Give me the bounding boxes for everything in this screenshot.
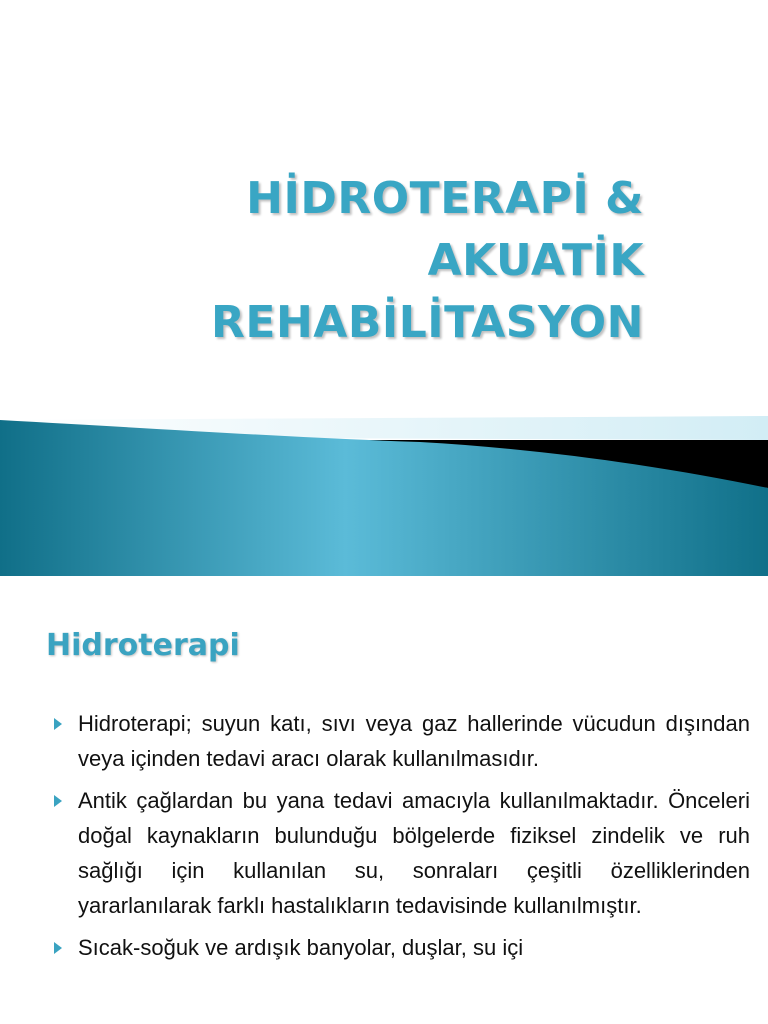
list-item bbox=[54, 706, 750, 776]
decorative-wave-band bbox=[0, 400, 768, 576]
triangle-bullet-icon bbox=[54, 795, 62, 807]
bullet-list bbox=[54, 706, 750, 972]
title-line-1: HİDROTERAPİ & AKUATİK bbox=[246, 173, 644, 286]
section-heading: Hidroterapi bbox=[46, 628, 240, 663]
triangle-bullet-icon bbox=[54, 942, 62, 954]
slide-title bbox=[60, 168, 708, 354]
list-item bbox=[54, 930, 750, 965]
bullet-text: Sıcak-soğuk ve ardışık banyolar, duşlar, su içi bbox=[78, 935, 524, 960]
bullet-text: Antik çağlardan bu yana tedavi amacıyla kullanılmaktadır. Önceleri doğal kaynakların bulunduğu bölgelerde fiziksel zindelik ve ruh sağlığı için kullanılan su, sonraları çeşitli özelliklerinden yararlanılarak farklı hastalıkların tedavisinde kullanılmıştır. bbox=[78, 788, 750, 918]
bullet-text: Hidroterapi; suyun katı, sıvı veya gaz hallerinde vücudun dışından veya içinden tedavi aracı olarak kullanılmasıdır. bbox=[78, 711, 750, 771]
title-line-2: REHABİLİTASYON bbox=[211, 297, 644, 348]
list-item bbox=[54, 783, 750, 923]
content-slide bbox=[0, 576, 768, 1024]
triangle-bullet-icon bbox=[54, 718, 62, 730]
